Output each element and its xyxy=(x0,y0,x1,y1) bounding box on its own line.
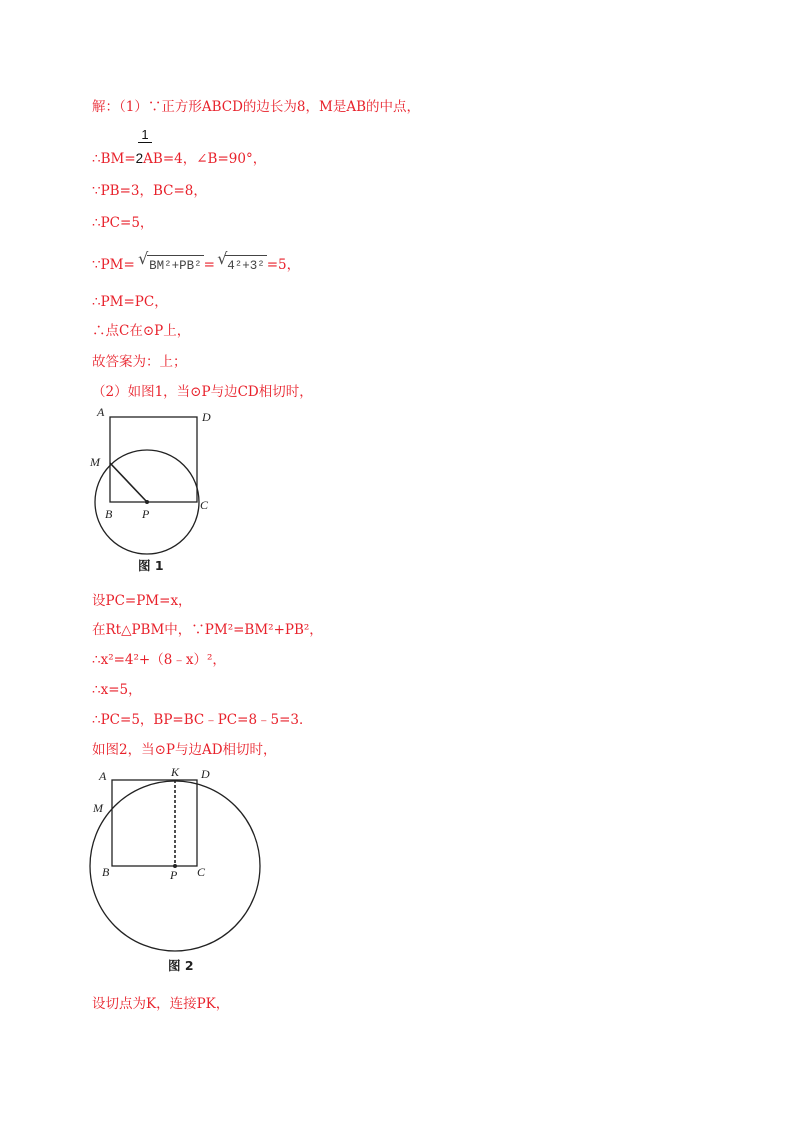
label-m: M xyxy=(93,801,103,815)
solution-line-3: ∵PB=3，BC=8， xyxy=(92,183,207,199)
solution-line-9: （2）如图1，当⊙P与边CD相切时， xyxy=(92,384,313,400)
ab-equals-4: AB=4，∠B=90°， xyxy=(143,151,267,167)
sqrt-expression-2: √ 4²+3² xyxy=(217,249,265,273)
fraction-one-half xyxy=(138,128,152,145)
label-m: M xyxy=(90,455,100,469)
equals-5: =5， xyxy=(266,257,301,273)
sqrt-2-content: 4²+3² xyxy=(227,259,265,273)
segment-pm xyxy=(110,463,147,502)
label-a: A xyxy=(97,405,105,419)
solution-line-7: ∴点C在⊙P上， xyxy=(92,323,191,339)
solution-line-1: 解：（1）∵正方形ABCD的边长为8，M是AB的中点， xyxy=(92,99,420,115)
label-d: D xyxy=(202,410,211,424)
point-p xyxy=(145,500,149,504)
label-k: K xyxy=(171,765,180,779)
label-c: C xyxy=(197,865,206,879)
solution-line-11: 在Rt△PBM中，∵PM²=BM²+PB²， xyxy=(92,622,323,638)
solution-line-15: 如图2，当⊙P与边AD相切时， xyxy=(92,742,277,758)
sqrt-1-content: BM²+PB² xyxy=(149,259,202,273)
solution-line-13: ∴x=5， xyxy=(92,682,142,698)
figure-2-caption: 图 2 xyxy=(168,958,194,973)
solution-line-4: ∴PC=5， xyxy=(92,215,154,231)
label-p: P xyxy=(170,868,178,882)
solution-line-6: ∴PM=PC， xyxy=(92,294,168,310)
sqrt-expression-1: √ BM²+PB² xyxy=(138,249,202,273)
label-c: C xyxy=(200,498,209,512)
label-a: A xyxy=(99,769,107,783)
solution-line-12: ∴x²=4²+（8﹣x）²， xyxy=(92,652,226,668)
figure-2-diagram xyxy=(85,762,270,957)
fraction-denominator: 2 xyxy=(135,151,144,166)
solution-line-10: 设PC=PM=x， xyxy=(92,593,192,609)
label-d: D xyxy=(201,767,210,781)
solution-line-8: 故答案为：上； xyxy=(92,354,187,370)
label-p: P xyxy=(142,507,150,521)
label-b: B xyxy=(105,507,113,521)
bm-equals: ∴BM= xyxy=(92,151,136,167)
pm-equals: ∵PM= xyxy=(92,257,135,273)
figure-1-diagram xyxy=(85,400,225,560)
fraction-bar xyxy=(138,142,152,143)
equals-sign: = xyxy=(203,257,215,273)
solution-line-14: ∴PC=5，BP=BC﹣PC=8﹣5=3． xyxy=(92,712,313,728)
figure-1-caption: 图 1 xyxy=(138,558,164,573)
solution-line-16: 设切点为K，连接PK， xyxy=(92,996,230,1012)
solution-line-2 xyxy=(92,150,266,168)
label-b: B xyxy=(102,865,110,879)
square-abcd xyxy=(110,417,197,502)
square-abcd xyxy=(112,780,197,866)
fraction-numerator: 1 xyxy=(141,127,149,142)
solution-line-5 xyxy=(92,249,301,275)
